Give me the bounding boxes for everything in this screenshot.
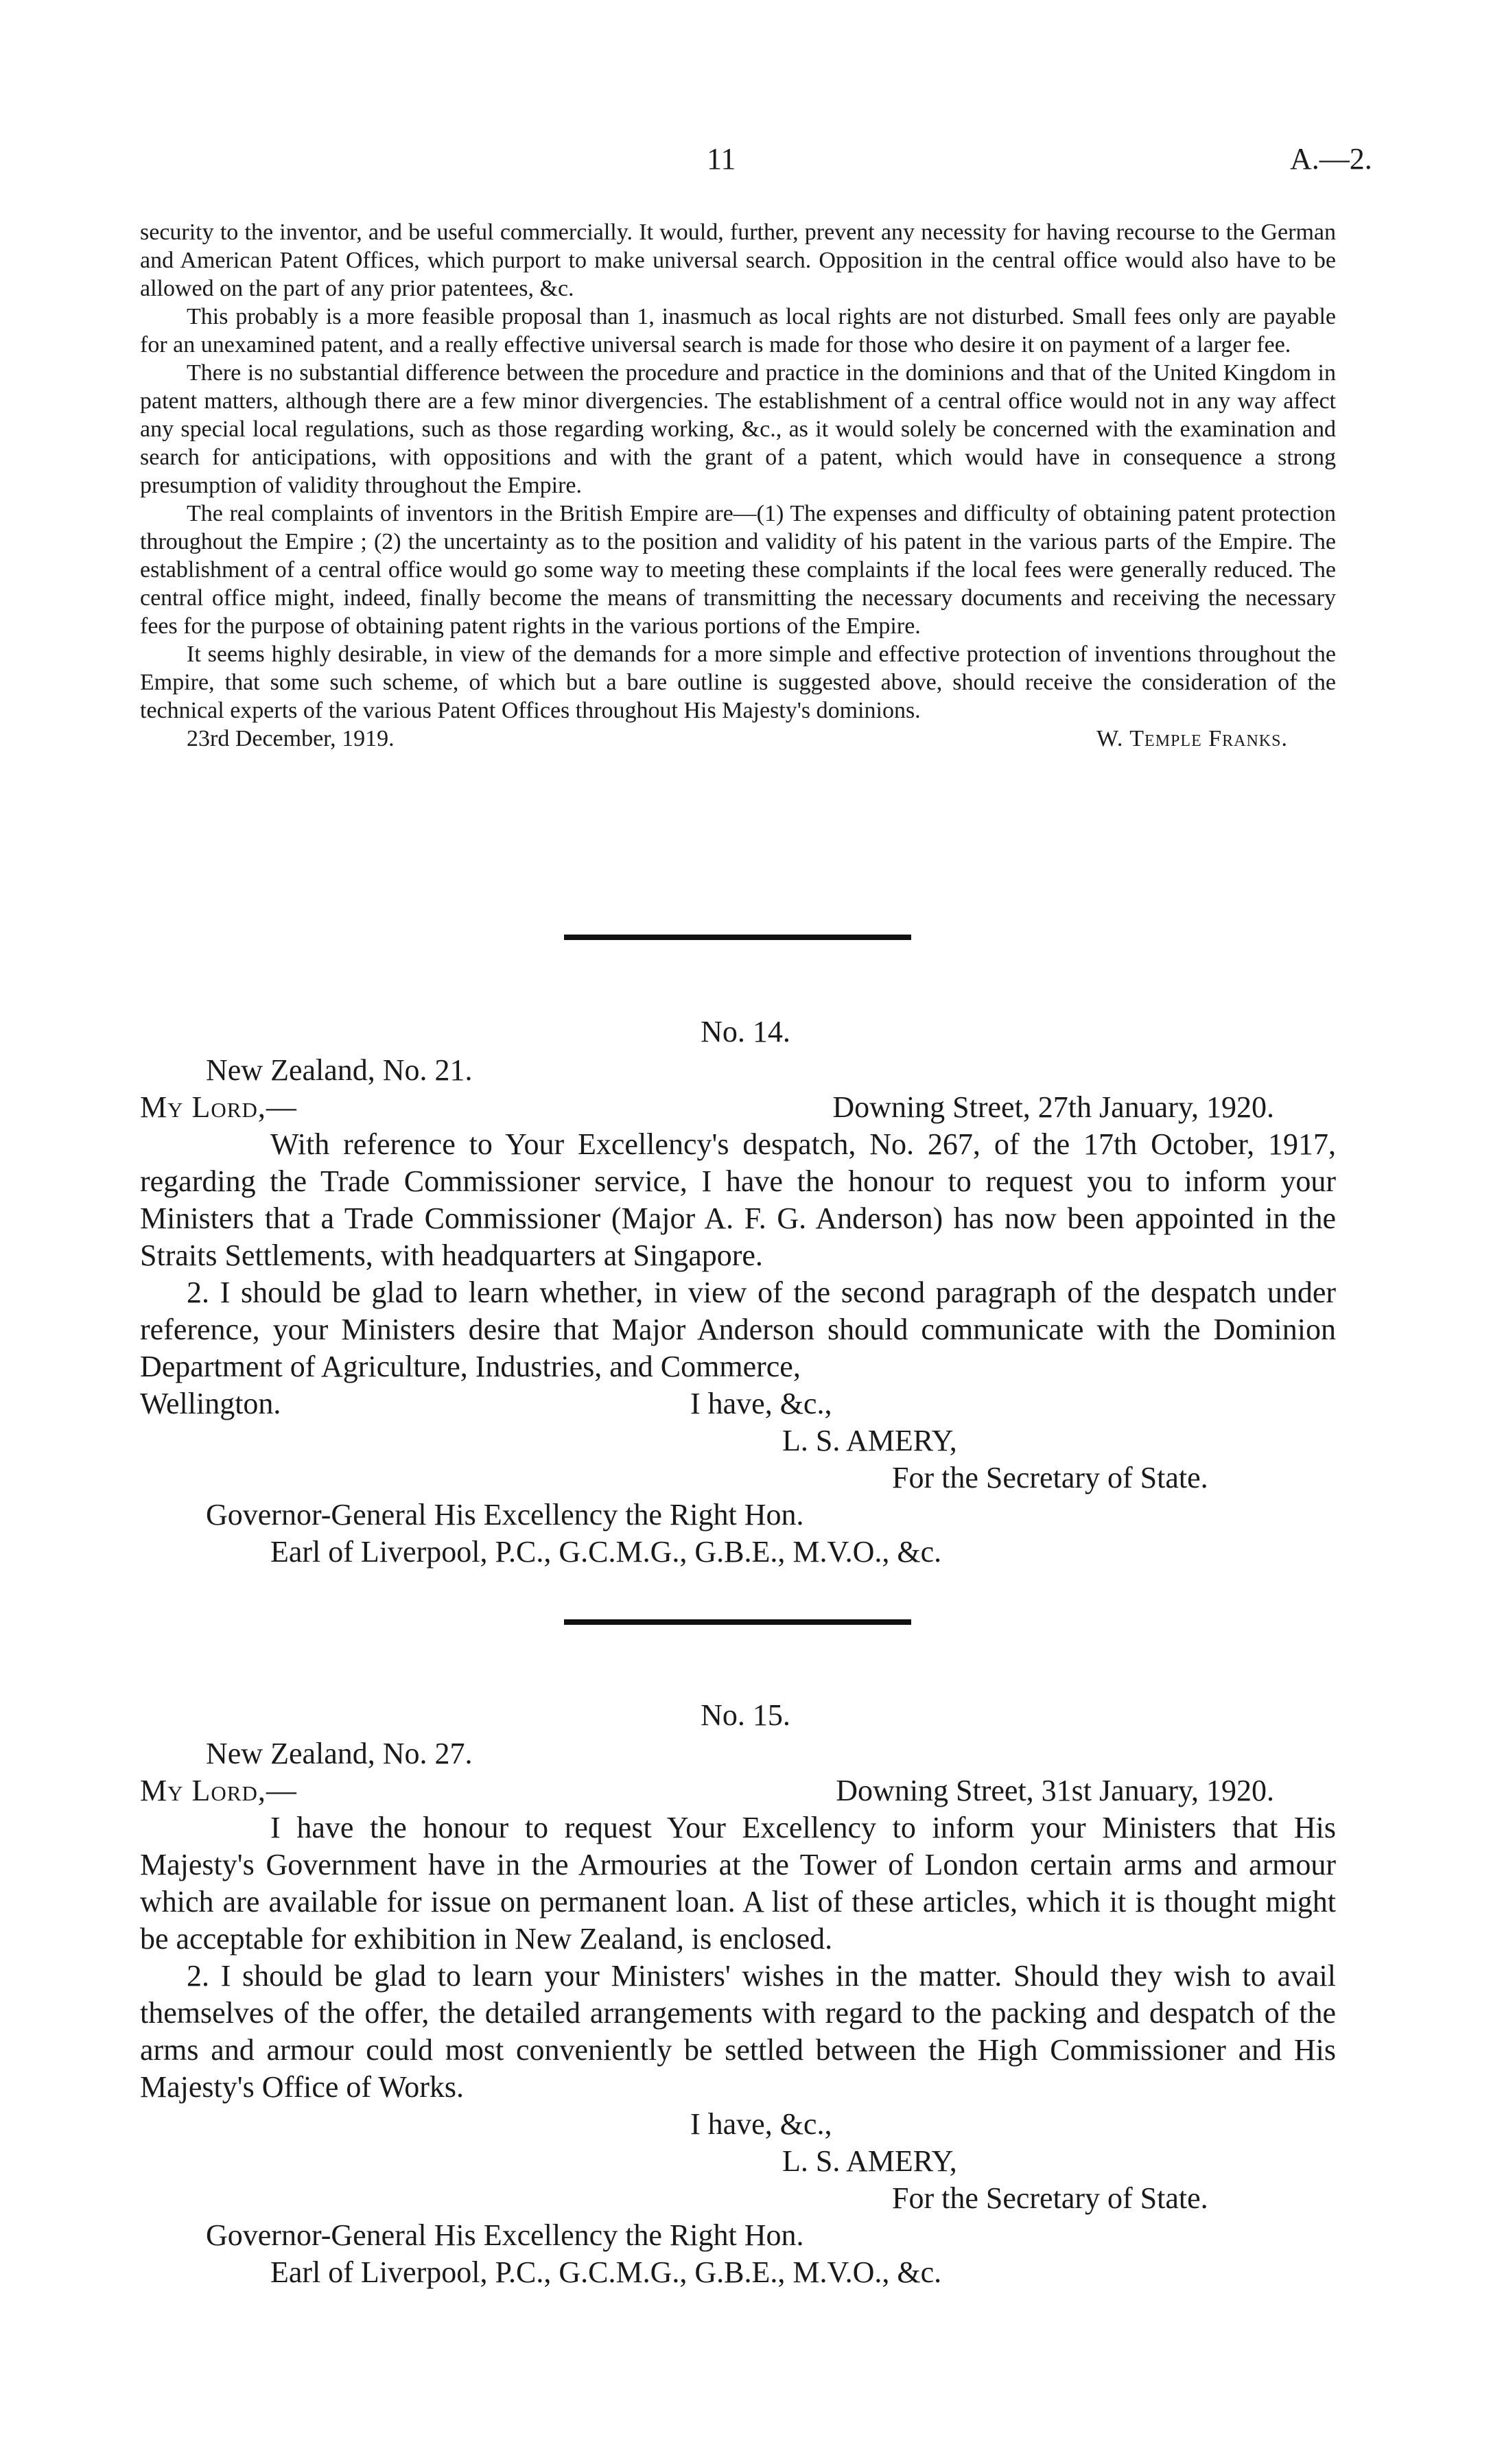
reference-line: New Zealand, No. 27. <box>206 1737 473 1770</box>
signer-name: L. S. AMERY, <box>782 1424 957 1457</box>
salutation: My Lord,— <box>140 1774 297 1807</box>
paragraph: This probably is a more feasible proposal than 1, inasmuch as local rights are not disturbed. Small fees only are payable for an unexamined patent, and a really effective universal search is made for those who desire it on payment of a larger fee. <box>140 304 1336 357</box>
despatch-no-14 <box>140 1052 1336 1571</box>
paragraph: 2. I should be glad to learn your Ministers' wishes in the matter. Should they wish to avail themselves of the offer, the detailed arrangements with regard to the packing and despatch of the arms and armour could most conveniently be settled between the High Commissioner and His Majesty's Office of Works. <box>140 1959 1336 2104</box>
section-divider <box>564 935 911 940</box>
section-divider <box>564 1619 911 1625</box>
paragraph: It seems highly desirable, in view of the demands for a more simple and effective protection of inventions throughout the Empire, that some such scheme, of which but a bare outline is suggested above, should receive the consideration of the technical experts of the various Patent Offices throughout His Majesty's dominions. <box>140 642 1336 723</box>
closing-city: Wellington. <box>140 1387 281 1420</box>
despatch-no-15 <box>140 1735 1336 2291</box>
addressee-line: Earl of Liverpool, P.C., G.C.M.G., G.B.E., M.V.O., &c. <box>270 2255 942 2289</box>
closing-phrase: I have, &c., <box>690 2107 832 2141</box>
signature: W. Temple Franks. <box>1096 726 1288 751</box>
paragraph: 2. I should be glad to learn whether, in view of the second paragraph of the despatch under reference, your Ministers desire that Major Anderson should communicate with the Dominion Department of Agriculture, Industries, and Commerce, <box>140 1276 1336 1383</box>
closing-row <box>140 1385 1336 1422</box>
page-number: 11 <box>707 142 736 176</box>
despatch-heading: No. 14. <box>701 1015 790 1048</box>
salutation: My Lord,— <box>140 1090 297 1124</box>
paragraph: security to the inventor, and be useful commercially. It would, further, prevent any necessity for having recourse to the German and American Patent Offices, which purport to make universal search. Opposition in the central office would also have to be allowed on the part of any prior patentees, &c. <box>140 220 1336 301</box>
paragraph: The real complaints of inventors in the British Empire are—(1) The expenses and difficulty of obtaining patent protection throughout the Empire ; (2) the uncertainty as to the position and validity of his patent in the various parts of the Empire. The establishment of a central office would go some way to meeting these complaints if the local fees were generally reduced. The central office might, indeed, finally become the means of transmitting the necessary documents and receiving the necessary fees for the purpose of obtaining patent rights in the various portions of the Empire. <box>140 501 1336 639</box>
date-signature-row <box>140 725 1336 753</box>
despatch-heading: No. 15. <box>701 1698 790 1732</box>
place-date: Downing Street, 27th January, 1920. <box>832 1090 1274 1124</box>
addressee-line: Governor-General His Excellency the Right Hon. <box>206 2218 804 2252</box>
salutation-row <box>140 1089 1336 1126</box>
addressee-line: Earl of Liverpool, P.C., G.C.M.G., G.B.E., M.V.O., &c. <box>270 1535 942 1569</box>
salutation-row <box>140 1772 1336 1809</box>
letter-date: 23rd December, 1919. <box>187 726 395 751</box>
signer-role: For the Secretary of State. <box>892 2181 1208 2215</box>
place-date: Downing Street, 31st January, 1920. <box>836 1774 1274 1807</box>
reference-line: New Zealand, No. 21. <box>206 1053 473 1087</box>
paragraph: I have the honour to request Your Excellency to inform your Ministers that His Majesty's Government have in the Armouries at the Tower of London certain arms and armour which are available for issue on permanent loan. A list of these articles, which it is thought might be acceptable for exhibition in New Zealand, is enclosed. <box>140 1811 1336 1956</box>
signer-name: L. S. AMERY, <box>782 2144 957 2178</box>
paragraph: There is no substantial difference between the procedure and practice in the dominions and that of the United Kingdom in patent matters, although there are a few minor divergencies. The establishment of a central office would not in any way affect any special local regulations, such as those regarding working, &c., as it would solely be concerned with the examination and search for anticipations, with oppositions and with the grant of a patent, which would have in consequence a strong presumption of validity throughout the Empire. <box>140 360 1336 498</box>
signer-role: For the Secretary of State. <box>892 1461 1208 1494</box>
paragraph: With reference to Your Excellency's despatch, No. 267, of the 17th October, 1917, regarding the Trade Commissioner service, I have the honour to request you to inform your Ministers that a Trade Commissioner (Major A. F. G. Anderson) has now been appointed in the Straits Settlements, with headquarters at Singapore. <box>140 1127 1336 1272</box>
document-code: A.—2. <box>1290 142 1372 176</box>
addressee-line: Governor-General His Excellency the Right Hon. <box>206 1498 804 1532</box>
continuation-section <box>140 218 1336 753</box>
closing-phrase: I have, &c., <box>690 1387 832 1420</box>
